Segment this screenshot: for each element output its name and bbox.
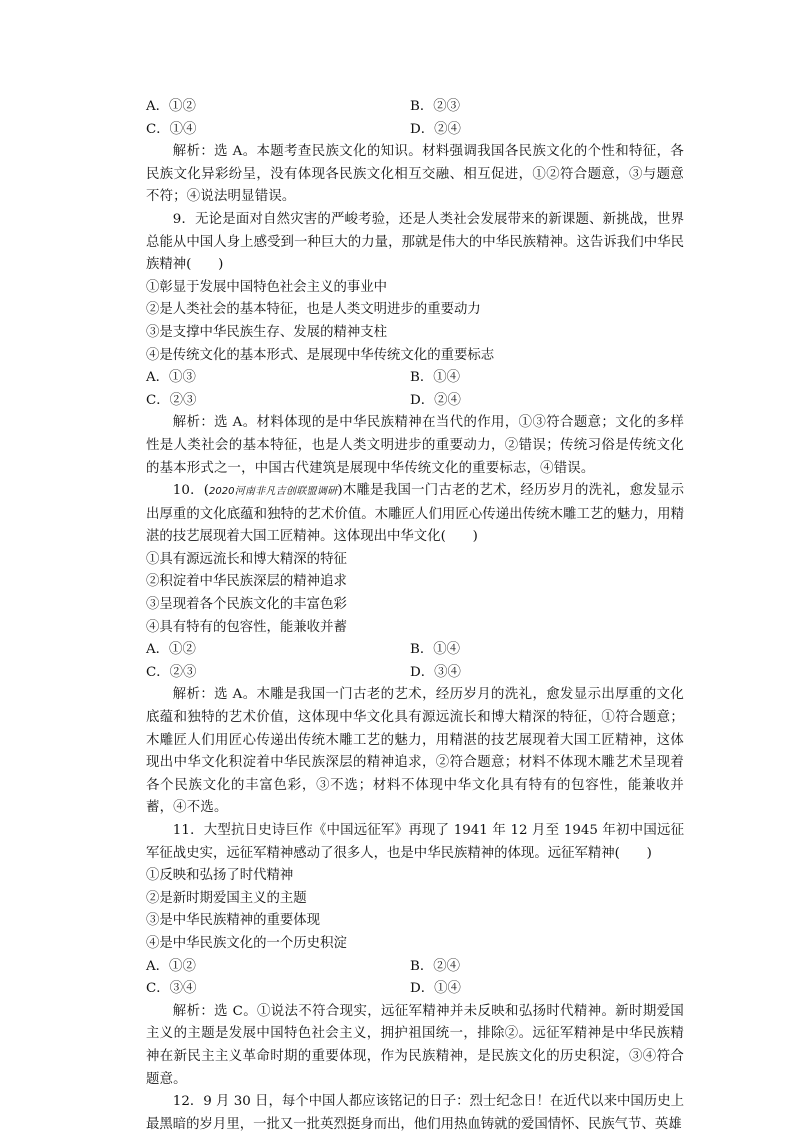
option-a: A．①② bbox=[146, 99, 196, 114]
question-11 bbox=[146, 820, 684, 1091]
analysis-text: 解析：选 C。①说法不符合现实，远征军精神并未反映和弘扬时代精神。新时期爱国主义的主题是发展中国特色社会主义，拥护祖国统一，排除②。远征军精神是中华民族精神在新民主主义革命时期的重要体现，作为民族精神，是民族文化的历史积淀，③④符合题意。 bbox=[146, 1003, 684, 1087]
option-d: D．①④ bbox=[410, 981, 461, 997]
option-d: D．②④ bbox=[410, 392, 461, 408]
question-9 bbox=[146, 209, 684, 480]
statement-item: ②是新时期爱国主义的主题 bbox=[146, 890, 307, 906]
analysis-text: 解析：选 A。本题考查民族文化的知识。材料强调我国各民族文化的个性和特征，各民族文化异彩纷呈，没有体现各民族文化相互交融、相互促进，①②符合题意，③与题意不符；④说法明显错误。 bbox=[146, 144, 684, 205]
question-stem: 12．9 月 30 日，每个中国人都应该铭记的日子：烈士纪念日！在近代以来中国历史上最黑暗的岁月里，一批又一批英烈挺身而出，他们用热血铸就的爱国情怀、民族气节、英雄 bbox=[146, 1094, 684, 1132]
statement-item: ①彰显于发展中国特色社会主义的事业中 bbox=[146, 279, 388, 295]
option-d: D．②④ bbox=[410, 121, 461, 137]
statement-item: ④是传统文化的基本形式、是展现中华传统文化的重要标志 bbox=[146, 347, 495, 363]
option-a: A．①② bbox=[146, 958, 196, 974]
option-c: C．②③ bbox=[146, 392, 197, 408]
option-c: C．②③ bbox=[146, 664, 197, 680]
option-b: B．②④ bbox=[410, 958, 461, 974]
question-stem: 9．无论是面对自然灾害的严峻考验，还是人类社会发展带来的新课题、新挑战，世界总能从中国人身上感受到一种巨大的力量，那就是伟大的中华民族精神。这告诉我们中华民族精神( ) bbox=[146, 211, 684, 273]
question-stem bbox=[146, 480, 684, 549]
options-row bbox=[146, 639, 684, 662]
options-row bbox=[146, 367, 684, 390]
statement-item: ②积淀着中华民族深层的精神追求 bbox=[146, 574, 347, 590]
statement-item: ②是人类社会的基本特征，也是人类文明进步的重要动力 bbox=[146, 302, 481, 318]
options-row bbox=[146, 119, 684, 142]
option-a: A．①③ bbox=[146, 370, 196, 386]
statement-item: ①反映和弘扬了时代精神 bbox=[146, 868, 294, 884]
statement-item: ①具有源远流长和博大精深的特征 bbox=[146, 551, 347, 567]
question-12 bbox=[146, 1091, 684, 1136]
analysis-text: 解析：选 A。材料体现的是中华民族精神在当代的作用，①③符合题意；文化的多样性是人类社会的基本特征，也是人类文明进步的重要动力，②错误；传统习俗是传统文化的基本形式之一，中国古代建筑是展现中华传统文化的重要标志，④错误。 bbox=[146, 415, 684, 476]
question-10 bbox=[146, 480, 684, 820]
option-a: A．①② bbox=[146, 642, 196, 658]
question-number: 10．( bbox=[172, 483, 209, 499]
question-stem: 11．大型抗日史诗巨作《中国远征军》再现了 1941 年 12 月至 1945 年初中国远征军征战史实，远征军精神感动了很多人，也是中华民族精神的体现。远征军精神( ) bbox=[146, 823, 684, 861]
option-c: C．①④ bbox=[146, 121, 197, 137]
source-tag: 2020河南非凡吉创联盟调研 bbox=[208, 486, 338, 498]
statement-item: ③是支撑中华民族生存、发展的精神支柱 bbox=[146, 324, 388, 340]
question-stem-text: )木雕是我国一门古老的艺术，经历岁月的洗礼，愈发显示出厚重的文化底蕴和独特的艺术价值。木雕匠人们用匠心传递出传统木雕工艺的魅力，用精湛的技艺展现着大国工匠精神。这体现出中华文化( ) bbox=[146, 483, 684, 545]
option-b: B．①④ bbox=[410, 642, 461, 658]
options-row bbox=[146, 956, 684, 979]
statement-item: ④是中华民族文化的一个历史积淀 bbox=[146, 935, 347, 951]
option-b: B．②③ bbox=[410, 99, 461, 114]
options-row bbox=[146, 662, 684, 685]
analysis-text: 解析：选 A。木雕是我国一门古老的艺术，经历岁月的洗礼，愈发显示出厚重的文化底蕴和独特的艺术价值，这体现中华文化具有源远流长和博大精深的特征，①符合题意；木雕匠人们用匠心传递出传统木雕工艺的魅力，用精湛的技艺展现着大国工匠精神，这体现出中华文化积淀着中华民族深层的精神追求，②符合题意；材料不体现木雕艺术呈现着各个民族文化的丰富色彩，③不选；材料不体现中华文化具有特有的包容性，能兼收并蓄，④不选。 bbox=[146, 687, 684, 816]
options-row bbox=[146, 390, 684, 413]
options-row bbox=[146, 978, 684, 1001]
option-d: D．③④ bbox=[410, 664, 461, 680]
option-b: B．①④ bbox=[410, 370, 461, 386]
option-c: C．③④ bbox=[146, 981, 197, 997]
statement-item: ③呈现着各个民族文化的丰富色彩 bbox=[146, 597, 347, 613]
question-8-tail bbox=[146, 96, 684, 209]
options-row bbox=[146, 96, 684, 119]
statement-item: ③是中华民族精神的重要体现 bbox=[146, 913, 321, 929]
statement-item: ④具有特有的包容性，能兼收并蓄 bbox=[146, 619, 347, 635]
